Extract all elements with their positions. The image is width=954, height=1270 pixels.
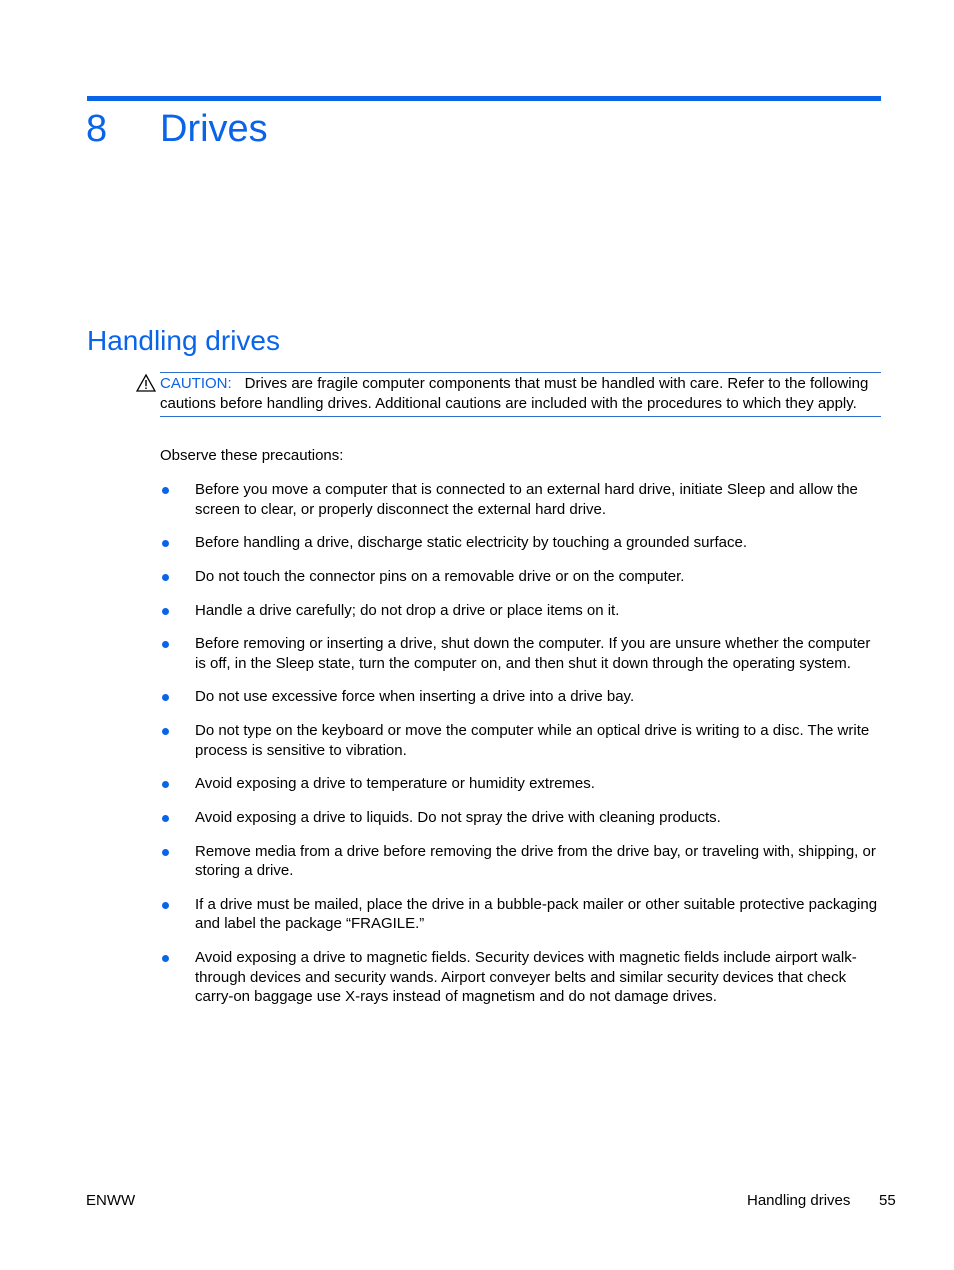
list-item-text: Do not type on the keyboard or move the computer while an optical drive is writing to a disc. The write process is sensitive to vibration.: [195, 722, 870, 759]
bullet-icon: [162, 641, 169, 648]
chapter-number: 8: [86, 108, 108, 150]
list-item-text: Do not use excessive force when inserting a drive into a drive bay.: [195, 688, 635, 706]
list-item-text: Avoid exposing a drive to temperature or humidity extremes.: [195, 775, 595, 793]
list-item: [160, 774, 882, 794]
warning-triangle-icon: [136, 374, 156, 392]
list-item-text: Do not touch the connector pins on a removable drive or on the computer.: [195, 567, 685, 585]
bullet-icon: [162, 487, 169, 494]
list-item-text: Avoid exposing a drive to magnetic fields. Security devices with magnetic fields include airport walk-through devices and security wands. Airport conveyer belts and similar security devices that check carry-on baggage use X-rays instead of magnetism and do not damage drives.: [195, 949, 857, 1006]
list-item-text: Before you move a computer that is connected to an external hard drive, initiate Sleep and allow the screen to clear, or properly disconnect the external hard drive.: [195, 481, 858, 518]
chapter-title: Drives: [160, 108, 268, 150]
list-item-text: Remove media from a drive before removing the drive from the drive bay, or traveling with, shipping, or storing a drive.: [195, 842, 876, 880]
bullet-icon: [162, 781, 169, 788]
list-item-text: Before handling a drive, discharge static electricity by touching a grounded surface.: [195, 534, 747, 552]
list-item: [160, 687, 882, 707]
list-item: [160, 480, 882, 519]
caution-label: CAUTION:: [160, 375, 232, 392]
list-item: [160, 948, 882, 1007]
list-item: [160, 721, 882, 760]
list-item: [160, 601, 882, 621]
precautions-intro: Observe these precautions:: [160, 447, 344, 464]
list-item-text: If a drive must be mailed, place the drive in a bubble-pack mailer or other suitable protective packaging and label the package “FRAGILE.”: [195, 895, 878, 933]
bullet-icon: [162, 849, 169, 856]
list-item: [160, 634, 882, 673]
bullet-icon: [162, 608, 169, 615]
caution-text: Drives are fragile computer components that must be handled with care. Refer to the following cautions before handling drives. Additional cautions are included with the procedures to which they apply.: [160, 375, 869, 412]
precautions-list: [160, 480, 882, 1021]
bullet-icon: [162, 728, 169, 735]
list-item-text: Avoid exposing a drive to liquids. Do not spray the drive with cleaning products.: [195, 809, 721, 826]
caution-note: [160, 372, 881, 417]
bullet-icon: [162, 694, 169, 701]
bullet-icon: [162, 902, 169, 909]
footer-section-name: Handling drives: [747, 1192, 851, 1209]
footer-right: [747, 1191, 897, 1210]
list-item: [160, 895, 882, 934]
list-item: [160, 567, 882, 587]
bullet-icon: [162, 815, 169, 822]
list-item-text: Before removing or inserting a drive, shut down the computer. If you are unsure whether the computer is off, in the Sleep state, turn the computer on, and then shut it down through the operating system.: [195, 635, 871, 672]
list-item-text: Handle a drive carefully; do not drop a drive or place items on it.: [195, 601, 620, 619]
bullet-icon: [162, 574, 169, 581]
list-item: [160, 808, 882, 828]
list-item: [160, 842, 882, 881]
bullet-icon: [162, 955, 169, 962]
chapter-rule: [87, 96, 881, 101]
page-number: 55: [879, 1192, 896, 1209]
bullet-icon: [162, 540, 169, 547]
list-item: [160, 533, 882, 553]
footer-left: ENWW: [86, 1192, 136, 1209]
section-title: Handling drives: [87, 325, 280, 356]
